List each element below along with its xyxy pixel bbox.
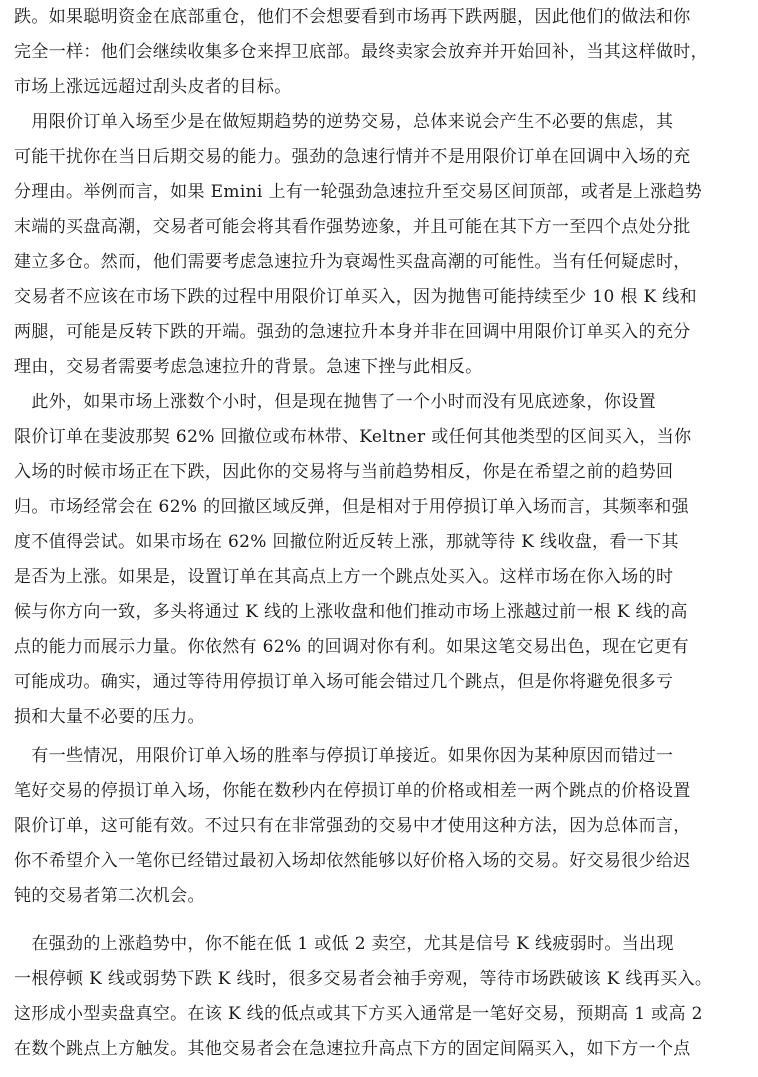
text-line: 损和大量不必要的压力。 (14, 707, 205, 727)
text-line: 用限价订单入场至少是在做短期趋势的逆势交易，总体来说会产生不必要的焦虑，其 (14, 112, 674, 132)
text-line: 市场上涨远远超过刮头皮者的目标。 (14, 77, 292, 97)
text-line: 归。市场经常会在 62% 的回撤区域反弹，但是相对于用停损订单入场而言，其频率和强 (14, 497, 689, 517)
text-line: 可能成功。确实，通过等待用停损订单入场可能会错过几个跳点，但是你将避免很多亏 (14, 672, 674, 692)
text-line: 有一些情况，用限价订单入场的胜率与停损订单接近。如果你因为某种原因而错过一 (14, 746, 674, 766)
text-line: 理由，交易者需要考虑急速拉升的背景。急速下挫与此相反。 (14, 357, 483, 377)
text-line: 交易者不应该在市场下跌的过程中用限价订单买入，因为抛售可能持续至少 10 根 K 线和 (14, 287, 697, 307)
text-line: 笔好交易的停损订单入场，你能在数秒内在停损订单的价格或相差一两个跳点的价格设置 (14, 781, 691, 801)
text-line: 候与你方向一致，多头将通过 K 线的上涨收盘和他们推动市场上涨越过前一根 K 线的高 (14, 602, 688, 622)
text-line: 此外，如果市场上涨数个小时，但是现在抛售了一个小时而没有见底迹象，你设置 (14, 392, 656, 412)
text-line: 点的能力而展示力量。你依然有 62% 的回调对你有利。如果这笔交易出色，现在它更有 (14, 637, 689, 657)
text-line: 可能干扰你在当日后期交易的能力。强劲的急速行情并不是用限价订单在回调中入场的充 (14, 147, 691, 167)
text-line: 一根停顿 K 线或弱势下跌 K 线时，很多交易者会袖手旁观，等待市场跌破该 K 线再买入。 (14, 969, 713, 989)
text-line: 度不值得尝试。如果市场在 62% 回撤位附近反转上涨，那就等待 K 线收盘，看一下其 (14, 532, 679, 552)
text-line: 末端的买盘高潮，交易者可能会将其看作强势迹象，并且可能在其下方一至四个点处分批 (14, 217, 691, 237)
text-line: 这形成小型卖盘真空。在该 K 线的低点或其下方买入通常是一笔好交易，预期高 1 或高 2 (14, 1004, 703, 1024)
text-line: 在数个跳点上方触发。其他交易者会在急速拉升高点下方的固定间隔买入，如下方一个点 (14, 1039, 691, 1059)
text-line: 钝的交易者第二次机会。 (14, 886, 205, 906)
text-line: 你不希望介入一笔你已经错过最初入场却依然能够以好价格入场的交易。好交易很少给迟 (14, 851, 691, 871)
text-line: 分理由。举例而言，如果 Emini 上有一轮强劲急速拉升至交易区间顶部，或者是上涨趋势 (14, 182, 703, 202)
text-line: 限价订单，这可能有效。不过只有在非常强劲的交易中才使用这种方法，因为总体而言， (14, 816, 691, 836)
text-line: 限价订单在斐波那契 62% 回撤位或布林带、Keltner 或任何其他类型的区间买入，当你 (14, 427, 692, 447)
text-line: 建立多仓。然而，他们需要考虑急速拉升为衰竭性买盘高潮的可能性。当有任何疑虑时， (14, 252, 691, 272)
text-line: 在强劲的上涨趋势中，你不能在低 1 或低 2 卖空，尤其是信号 K 线疲弱时。当出现 (14, 934, 674, 954)
text-line: 跌。如果聪明资金在底部重仓，他们不会想要看到市场再下跌两腿，因此他们的做法和你 (14, 7, 691, 27)
text-line: 是否为上涨。如果是，设置订单在其高点上方一个跳点处买入。这样市场在你入场的时 (14, 567, 674, 587)
text-line: 完全一样：他们会继续收集多仓来捍卫底部。最终卖家会放弃并开始回补，当其这样做时， (14, 42, 708, 62)
document-page (14, 4, 754, 1074)
text-line: 两腿，可能是反转下跌的开端。强劲的急速拉升本身并非在回调中用限价订单买入的充分 (14, 322, 691, 342)
text-line: 入场的时候市场正在下跌，因此你的交易将与当前趋势相反，你是在希望之前的趋势回 (14, 462, 674, 482)
